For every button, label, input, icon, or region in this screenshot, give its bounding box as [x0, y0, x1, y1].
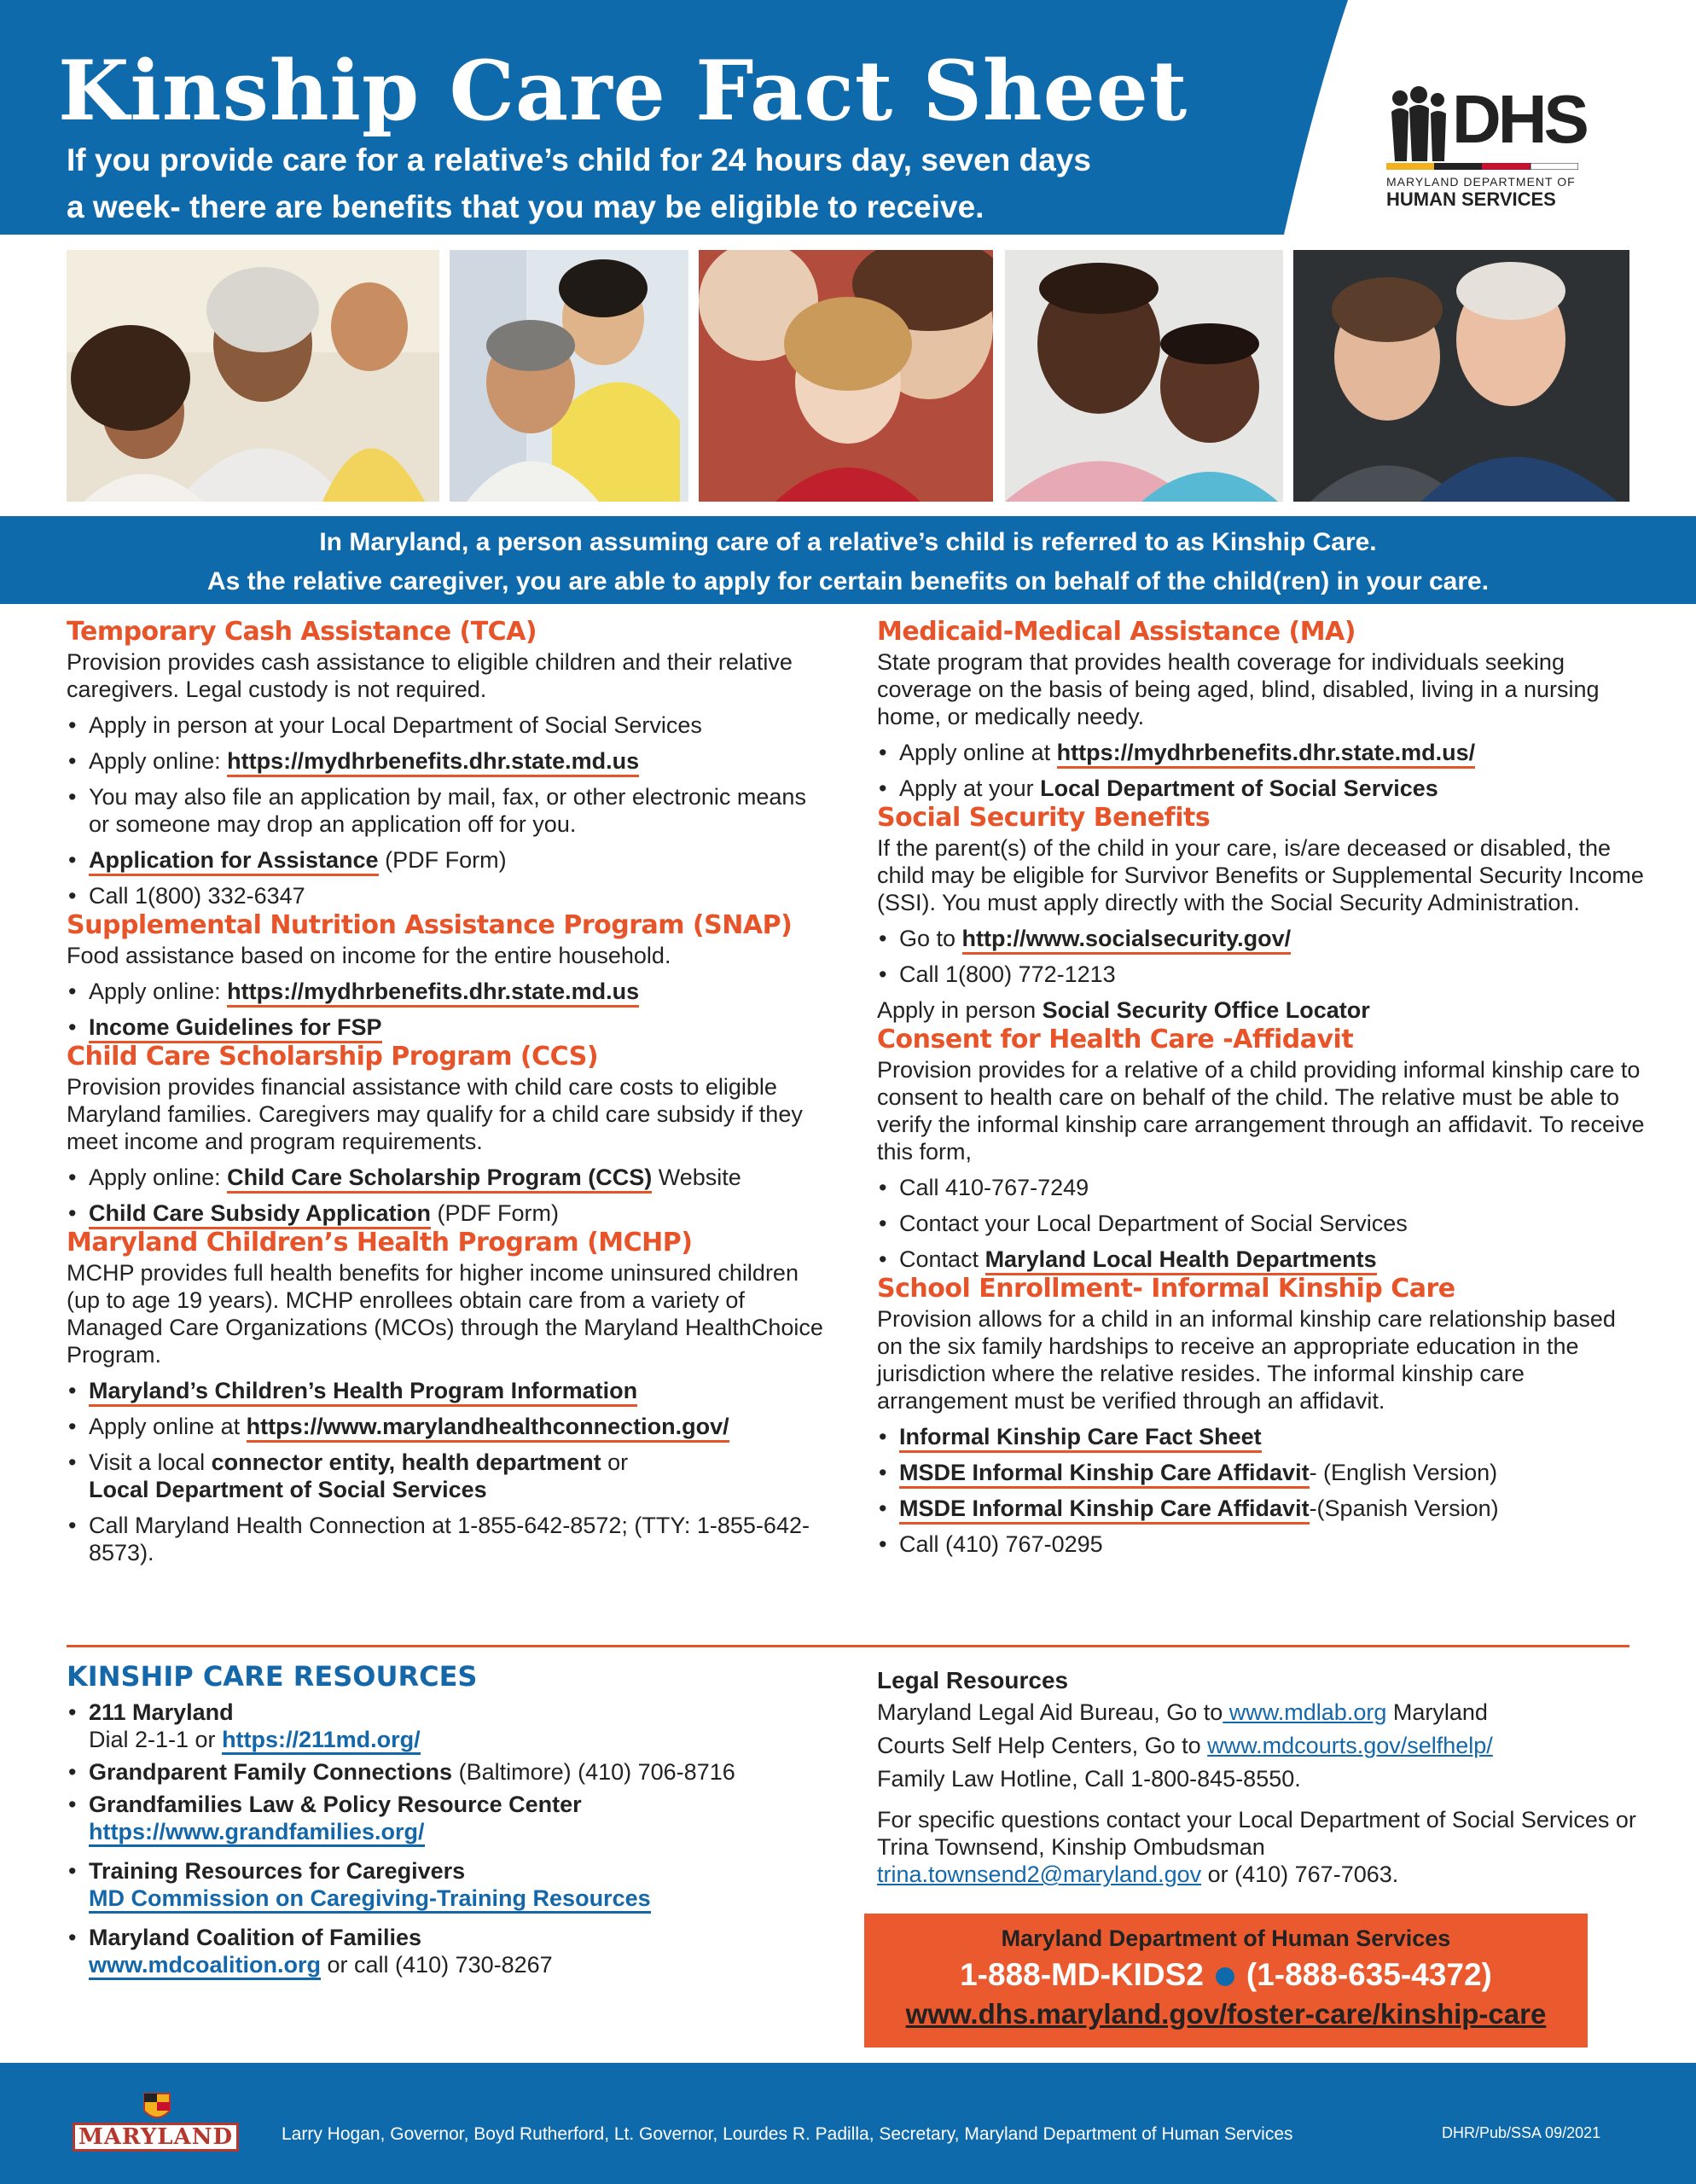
legal-heading: Legal Resources [877, 1667, 1069, 1693]
section-heading: Social Security Benefits [877, 803, 1211, 833]
photo-mother-girl [699, 250, 993, 502]
right-column [877, 616, 1645, 1558]
section-description: Provision allows for a child in an informal kinship care relationship based on the six family hardships to receive an appropriate education in the jurisdiction where the relative resides. The informal kinship care arrangement must be verified through an affidavit. [877, 1306, 1616, 1414]
list-item: • Apply online at https://mydhrbenefits.dhr.state.md.us/ [877, 739, 1645, 766]
office-locator-line: Apply in person Social Security Office Locator [877, 997, 1370, 1023]
section-description: State program that provides health coverage for individuals seeking coverage on the basis of being aged, blind, disabled, living in a nursing home, or medically needy. [877, 649, 1600, 729]
affidavit-english-link[interactable]: MSDE Informal Kinship Care Affidavit [899, 1460, 1310, 1489]
kinship-fact-sheet-link[interactable]: Informal Kinship Care Fact Sheet [899, 1424, 1262, 1453]
left-column [67, 616, 826, 1566]
benefits-portal-link[interactable]: https://mydhrbenefits.dhr.state.md.us/ [1057, 740, 1476, 769]
list-item: • Contact your Local Department of Social Services [877, 1210, 1645, 1237]
section-description: Provision provides cash assistance to eligible children and their relative caregivers. Legal custody is not required. [67, 649, 793, 702]
list-item: • Call Maryland Health Connection at 1-855-642-8572; (TTY: 1-855-642-8573). [67, 1512, 826, 1566]
legal-resources: Legal Resources Maryland Legal Aid Bureau, Go to www.mdlab.org Maryland Courts Self Help Centers, Go to www.mdcourts.gov/selfhelp/ Family Law Hotline, Call 1-800-845-8550. For specific questions contact your Local Department of Social Services or Trina Townsend, Kinship Ombudsman trina.townsend2@maryland.gov or (410) 767-7063. [877, 1665, 1645, 1888]
section-social-security [877, 802, 1645, 1024]
list-item: • Contact Maryland Local Health Departments [877, 1246, 1645, 1273]
list-item: • Grandfamilies Law & Policy Resource Center https://www.grandfamilies.org/ [67, 1791, 834, 1845]
section-school [877, 1273, 1645, 1558]
social-security-link[interactable]: http://www.socialsecurity.gov/ [962, 926, 1292, 955]
list-item [67, 1014, 826, 1041]
section-heading: Temporary Cash Assistance (TCA) [67, 617, 537, 647]
section-description: MCHP provides full health benefits for higher income uninsured children (up to age 19 years). MCHP enrollees obtain care from a variety of Managed Care Organizations (MCOs) through the Maryland HealthChoice Program. [67, 1260, 823, 1368]
maryland-logo [73, 2090, 239, 2154]
office-locator-link[interactable]: Social Security Office Locator [1042, 997, 1370, 1023]
section-divider [67, 1645, 1629, 1647]
section-heading: Consent for Health Care -Affidavit [877, 1025, 1354, 1054]
list-item: • Visit a local connector entity, health department or Local Department of Social Services [67, 1449, 826, 1503]
mdlab-link[interactable]: www.mdlab.org [1223, 1699, 1387, 1725]
header [0, 0, 1696, 235]
benefits-portal-link[interactable]: https://mydhrbenefits.dhr.state.md.us [227, 748, 639, 777]
photo-grandfather-boy-2 [1005, 250, 1283, 502]
mdcourts-link[interactable]: www.mdcourts.gov/selfhelp/ [1207, 1733, 1493, 1758]
mchp-info-link[interactable]: Maryland’s Children’s Health Program Information [89, 1378, 637, 1407]
list-item: • Apply at your Local Department of Social Services [877, 775, 1645, 802]
list-item: • You may also file an application by mail, fax, or other electronic means or someone may drop an application off for you. [67, 783, 826, 838]
list-item: • Call (410) 767-0295 [877, 1531, 1645, 1558]
list-item: • Child Care Subsidy Application (PDF Form) [67, 1199, 826, 1227]
maryland-flag-stripe [1386, 163, 1578, 170]
grandfamilies-link[interactable]: https://www.grandfamilies.org/ [89, 1819, 425, 1847]
section-ma [877, 616, 1645, 802]
list-item: • Maryland Coalition of Families www.mdcoalition.org or call (410) 730-8267 [67, 1924, 834, 1978]
intro-banner: In Maryland, a person assuming care of a relative’s child is referred to as Kinship Care. As the relative caregiver, you are able to apply for certain benefits on behalf of the child(ren) in your care. [0, 516, 1696, 604]
maryland-wordmark: MARYLAND [73, 2123, 239, 2152]
section-ccs [67, 1041, 826, 1227]
list-item: • Apply online: Child Care Scholarship Program (CCS) Website [67, 1164, 826, 1191]
section-tca [67, 616, 826, 909]
section-description: Provision provides for a relative of a child providing informal kinship care to consent to health care on behalf of the child. The relative must be able to verify the informal kinship care arrangement through an affidavit. To receive this form, [877, 1057, 1645, 1165]
list-item: • Call 1(800) 332-6347 [67, 882, 826, 909]
income-guidelines-link[interactable]: Income Guidelines for FSP [89, 1014, 382, 1043]
dhs-logo-line2: HUMAN SERVICES [1386, 189, 1556, 210]
benefits-portal-link[interactable]: https://mydhrbenefits.dhr.state.md.us [227, 979, 639, 1008]
ombudsman-email-link[interactable]: trina.townsend2@maryland.gov [877, 1862, 1202, 1887]
section-description: Food assistance based on income for the entire household. [67, 943, 671, 968]
mdcoalition-link[interactable]: www.mdcoalition.org [89, 1952, 321, 1980]
211md-link[interactable]: https://211md.org/ [222, 1727, 421, 1755]
maryland-seal-icon [141, 2090, 173, 2124]
section-consent [877, 1024, 1645, 1273]
list-item: • MSDE Informal Kinship Care Affidavit-(Spanish Version) [877, 1495, 1645, 1522]
dhs-letters: DHS [1452, 81, 1586, 157]
list-item: • 211 Maryland Dial 2-1-1 or https://211md.org/ [67, 1699, 834, 1753]
list-item: • Training Resources for Caregivers MD Commission on Caregiving-Training Resources [67, 1857, 834, 1912]
list-item [67, 1377, 826, 1404]
list-item: • Call 410-767-7249 [877, 1174, 1645, 1201]
affidavit-spanish-link[interactable]: MSDE Informal Kinship Care Affidavit [899, 1496, 1310, 1525]
page-subtitle: If you provide care for a relative’s child for 24 hours day, seven days a week- there are benefits that you may be eligible to receive. [67, 142, 1091, 224]
list-item: • Apply in person at your Local Department of Social Services [67, 712, 826, 739]
list-item [877, 1423, 1645, 1450]
section-mchp [67, 1227, 826, 1566]
kinship-resources [67, 1659, 834, 1978]
callout-agency: Maryland Department of Human Services [1001, 1926, 1451, 1951]
contact-info: For specific questions contact your Local Department of Social Services or Trina Townsend, Kinship Ombudsman trina.townsend2@maryland.gov or (410) 767-7063. [877, 1807, 1636, 1887]
publication-code: DHR/Pub/SSA 09/2021 [1442, 2124, 1601, 2141]
photo-father-son [1293, 250, 1629, 502]
kinship-care-website-link[interactable]: www.dhs.maryland.gov/foster-care/kinship-care [905, 1998, 1547, 2030]
section-heading: Maryland Children’s Health Program (MCHP) [67, 1228, 693, 1258]
training-resources-link[interactable]: MD Commission on Caregiving-Training Resources [89, 1885, 651, 1914]
section-description: If the parent(s) of the child in your care, is/are deceased or disabled, the child may be eligible for Survivor Benefits or Supplemental Security Income (SSI). You must apply directly with the Social Security Administration. [877, 835, 1644, 915]
footer-credits: Larry Hogan, Governor, Boyd Rutherford, Lt. Governor, Lourdes R. Padilla, Secretary, Maryland Department of Human Services [282, 2124, 1293, 2144]
list-item: • Apply online: https://mydhrbenefits.dhr.state.md.us [67, 978, 826, 1005]
contact-callout [864, 1914, 1588, 2048]
family-figures-icon [1386, 86, 1453, 161]
list-item: • Call 1(800) 772-1213 [877, 961, 1645, 988]
list-item: • Application for Assistance (PDF Form) [67, 846, 826, 874]
dhs-logo [1374, 81, 1586, 218]
ccs-website-link[interactable]: Child Care Scholarship Program (CCS) [227, 1165, 652, 1194]
list-item: • Apply online: https://mydhrbenefits.dhr.state.md.us [67, 747, 826, 775]
list-item: • Grandparent Family Connections (Baltimore) (410) 706-8716 [67, 1758, 834, 1786]
dhs-logo-line1: MARYLAND DEPARTMENT OF [1386, 175, 1576, 189]
section-heading: Child Care Scholarship Program (CCS) [67, 1042, 599, 1072]
callout-phone: 1-888-MD-KIDS2 (1-888-635-4372) [960, 1957, 1492, 1992]
list-item: • Go to http://www.socialsecurity.gov/ [877, 925, 1645, 952]
list-item: • MSDE Informal Kinship Care Affidavit- (English Version) [877, 1459, 1645, 1486]
resources-heading: KINSHIP CARE RESOURCES [67, 1660, 478, 1693]
application-form-link[interactable]: Application for Assistance [89, 847, 379, 876]
dot-separator-icon [1216, 1967, 1234, 1986]
subsidy-application-link[interactable]: Child Care Subsidy Application [89, 1200, 431, 1229]
section-heading: School Enrollment- Informal Kinship Care [877, 1274, 1455, 1304]
health-connection-link[interactable]: https://www.marylandhealthconnection.gov/ [247, 1414, 729, 1443]
list-item: • Apply online at https://www.marylandhealthconnection.gov/ [67, 1413, 826, 1440]
footer [0, 2063, 1696, 2184]
section-snap [67, 909, 826, 1041]
section-heading: Supplemental Nutrition Assistance Program (SNAP) [67, 910, 793, 940]
photo-grandmother-children [67, 250, 439, 502]
photo-grandfather-boy [450, 250, 688, 502]
section-heading: Medicaid-Medical Assistance (MA) [877, 617, 1356, 647]
section-description: Provision provides financial assistance with child care costs to eligible Maryland families. Caregivers may qualify for a child care subsidy if they meet income and program requirements. [67, 1074, 803, 1154]
health-departments-link[interactable]: Maryland Local Health Departments [985, 1246, 1377, 1275]
page-title: Kinship Care Fact Sheet [58, 43, 1188, 139]
